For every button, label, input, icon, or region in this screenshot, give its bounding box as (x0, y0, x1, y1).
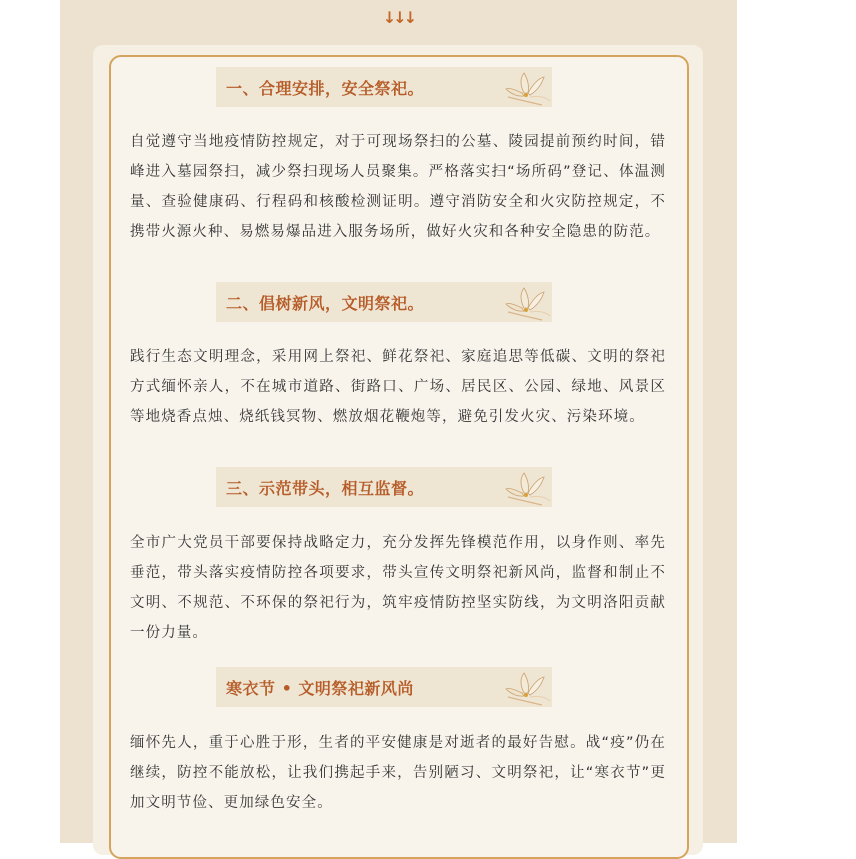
section-title-1 (216, 67, 552, 107)
section-body-4: 缅怀先人，重于心胜于形，生者的平安健康是对逝者的最好告慰。战“疫”仍在继续，防控不能放松，让我们携起手来，告别陋习、文明祭祀，让“寒衣节”更加文明节俭、更加绿色安全。 (130, 735, 666, 811)
magnolia-flower-icon (500, 67, 552, 107)
section-body-1: 自觉遵守当地疫情防控规定，对于可现场祭扫的公墓、陵园提前预约时间，错峰进入墓园祭扫，减少祭扫现场人员聚集。严格落实扫“场所码”登记、体温测量、查验健康码、行程码和核酸检测证明。遵守消防安全和火灾防控规定，不携带火源火种、易燃易爆品进入服务场所，做好火灾和各种安全隐患的防范。 (130, 134, 666, 240)
section-title-text: 二、倡树新风，文明祭祀。 (226, 293, 425, 313)
magnolia-flower-icon (500, 467, 552, 507)
section-title-text: 寒衣节 • 文明祭祀新风尚 (226, 678, 414, 698)
section-body-2: 践行生态文明理念，采用网上祭祀、鲜花祭祀、家庭追思等低碳、文明的祭祀方式缅怀亲人，不在城市道路、街路口、广场、居民区、公园、绿地、风景区等地烧香点烛、烧纸钱冥物、燃放烟花鞭炮等，避免引发火灾、污染环境。 (130, 349, 666, 425)
section-body-3: 全市广大党员干部要保持战略定力，充分发挥先锋模范作用，以身作则、率先垂范，带头落实疫情防控各项要求，带头宣传文明祭祀新风尚，监督和制止不文明、不规范、不环保的祭祀行为，筑牢疫情防控坚实防线，为文明洛阳贡献一份力量。 (130, 535, 666, 641)
section-title-4 (216, 667, 552, 707)
section-title-2 (216, 282, 552, 322)
section-title-text: 一、合理安排，安全祭祀。 (226, 78, 425, 98)
section-title-3 (216, 467, 552, 507)
section-title-text: 三、示范带头，相互监督。 (226, 478, 425, 498)
magnolia-flower-icon (500, 667, 552, 707)
magnolia-flower-icon (500, 282, 552, 322)
down-arrows-icon: ↓↓↓ (382, 8, 415, 27)
